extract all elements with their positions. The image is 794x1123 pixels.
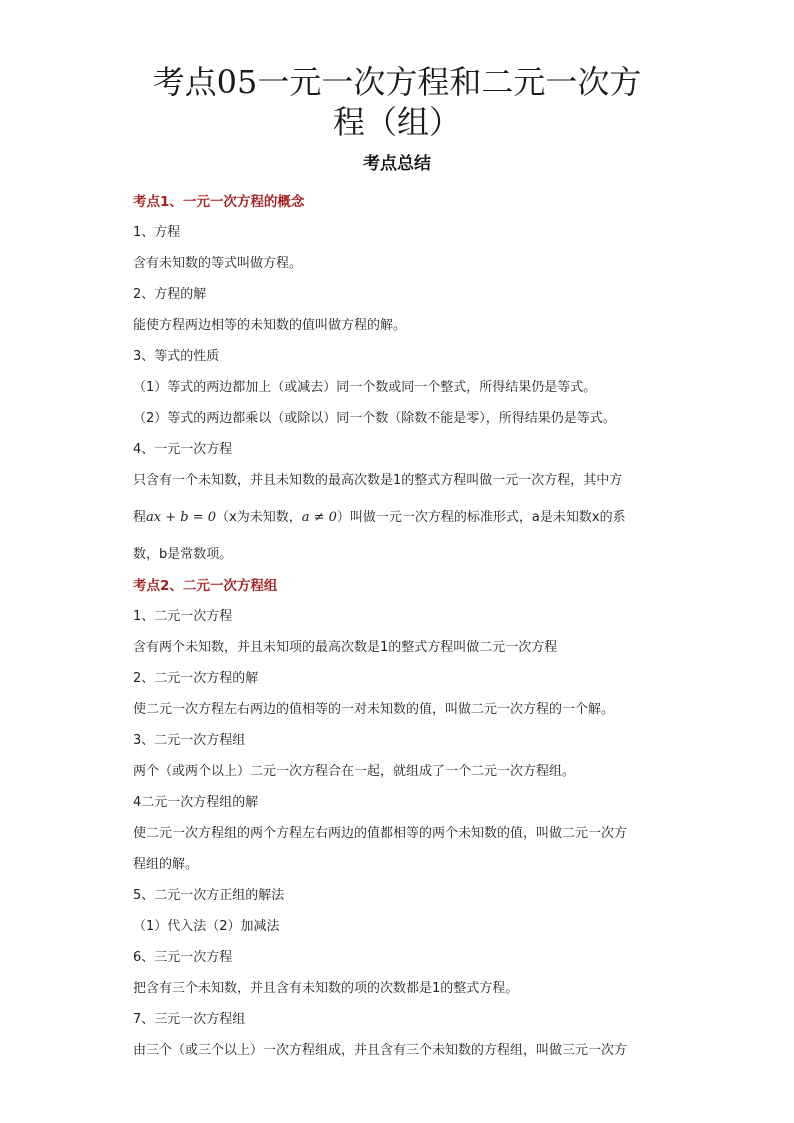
section-2-line: 含有两个未知数，并且未知项的最高次数是1的整式方程叫做二元一次方程 <box>133 640 558 655</box>
section-1-heading: 考点1、一元一次方程的概念 <box>133 194 305 210</box>
section-2-line: 程组的解。 <box>133 857 199 872</box>
section-2-line: （1）代入法（2）加减法 <box>133 919 280 934</box>
document-title-line-2: 程（组） <box>332 103 461 141</box>
standard-form-equation: ax + b = 0 <box>146 510 217 525</box>
section-2-line: 2、二元一次方程的解 <box>133 671 259 686</box>
section-1-line: 数，b是常数项。 <box>133 547 233 562</box>
coefficient-condition: a ≠ 0 <box>301 510 337 525</box>
section-1-line: 能使方程两边相等的未知数的值叫做方程的解。 <box>133 318 407 333</box>
section-2-line: 把含有三个未知数，并且含有未知数的项的次数都是1的整式方程。 <box>133 981 519 996</box>
formula-line <box>133 508 673 528</box>
section-1-line: 3、等式的性质 <box>133 349 220 364</box>
section-2-line: 6、三元一次方程 <box>133 950 233 965</box>
document-title-line-1: 考点05一元一次方程和二元一次方 <box>152 63 642 101</box>
section-1-line: 1、方程 <box>133 225 181 240</box>
section-2-line: 5、二元一次方正组的解法 <box>133 888 285 903</box>
section-2-heading: 考点2、二元一次方程组 <box>133 578 278 594</box>
section-2-line: 使二元一次方程左右两边的值相等的一对未知数的值，叫做二元一次方程的一个解。 <box>133 702 615 717</box>
document-subtitle: 考点总结 <box>363 154 431 174</box>
section-1-line: 含有未知数的等式叫做方程。 <box>133 256 303 271</box>
section-1-line: （1）等式的两边都加上（或减去）同一个数或同一个整式，所得结果仍是等式。 <box>133 380 597 395</box>
section-1-line: 只含有一个未知数，并且未知数的最高次数是1的整式方程叫做一元一次方程，其中方 <box>133 473 623 488</box>
section-2-line: 使二元一次方程组的两个方程左右两边的值都相等的两个未知数的值，叫做二元一次方 <box>133 826 628 841</box>
section-2-line: 两个（或两个以上）二元一次方程合在一起，就组成了一个二元一次方程组。 <box>133 764 576 779</box>
section-1-line: 4、一元一次方程 <box>133 442 233 457</box>
section-1-line: 2、方程的解 <box>133 287 207 302</box>
formula-middle: （x为未知数， <box>216 510 302 525</box>
section-2-line: 1、二元一次方程 <box>133 609 233 624</box>
section-2-line: 3、二元一次方程组 <box>133 733 246 748</box>
formula-prefix: 程 <box>133 510 147 525</box>
section-2-line: 4二元一次方程组的解 <box>133 795 259 810</box>
section-2-line: 7、三元一次方程组 <box>133 1012 246 1027</box>
section-1-line: （2）等式的两边都乘以（或除以）同一个数（除数不能是零），所得结果仍是等式。 <box>133 411 616 426</box>
formula-suffix: ）叫做一元一次方程的标准形式，a是未知数x的系 <box>336 510 626 525</box>
section-2-line: 由三个（或三个以上）一次方程组成，并且含有三个未知数的方程组，叫做三元一次方 <box>133 1043 628 1058</box>
